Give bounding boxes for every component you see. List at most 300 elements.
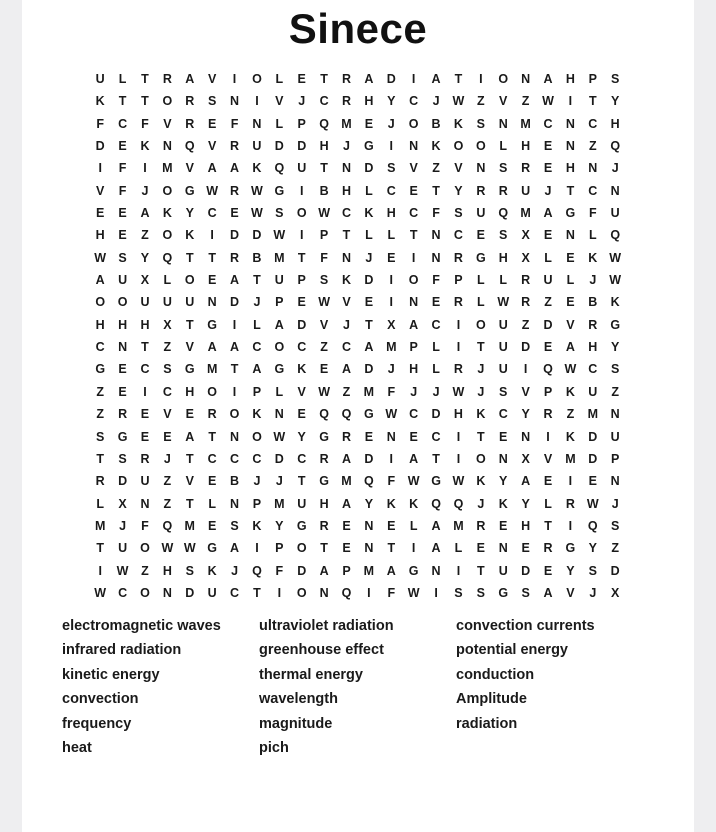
grid-letter: E [207,474,217,489]
grid-letter: E [543,161,553,176]
grid-letter: D [364,273,374,288]
grid-letter: W [183,541,196,556]
grid-letter: N [565,116,575,131]
grid-letter: A [230,273,240,288]
grid-letter: U [521,183,531,198]
grid-letter: Y [521,496,530,511]
grid-letter: R [341,94,351,109]
grid-letter: I [255,541,259,556]
grid-letter: F [320,250,328,265]
grid-letter: R [207,407,217,422]
grid-letter: Z [611,541,619,556]
grid-letter: E [364,116,374,131]
grid-letter: E [207,116,217,131]
grid-letter: L [477,273,485,288]
grid-letter: A [140,206,150,221]
word-list-item: convection [62,691,139,708]
grid-letter: A [230,161,240,176]
grid-letter: N [521,429,531,444]
grid-letter: F [387,384,396,399]
grid-letter: R [230,250,240,265]
grid-letter: R [319,451,329,466]
grid-letter: V [342,295,351,310]
grid-letter: W [452,94,465,109]
grid-letter: Z [432,161,440,176]
grid-letter: W [385,407,398,422]
grid-letter: C [409,407,419,422]
grid-letter: E [163,429,172,444]
word-list-item: kinetic energy [62,666,160,683]
grid-letter: W [116,563,129,578]
grid-letter: E [297,407,306,422]
grid-letter: R [453,362,463,377]
grid-letter: C [118,116,128,131]
word-list-item: Amplitude [456,691,527,708]
grid-letter: W [273,429,286,444]
grid-letter: L [365,228,373,243]
grid-letter: P [342,563,351,578]
grid-letter: R [588,317,598,332]
grid-letter: E [185,407,194,422]
grid-letter: U [118,541,128,556]
grid-letter: J [477,362,485,377]
grid-letter: G [364,139,374,154]
grid-letter: X [521,451,530,466]
grid-letter: A [207,161,217,176]
word-list-item: frequency [62,715,132,732]
grid-letter: K [476,474,486,489]
grid-letter: N [230,429,240,444]
grid-letter: T [342,228,351,243]
grid-letter: A [431,518,441,533]
grid-letter: W [407,474,420,489]
grid-letter: H [521,518,531,533]
word-list-item: magnitude [259,715,333,732]
grid-letter: Q [341,407,352,422]
grid-letter: C [588,183,598,198]
grid-letter: W [206,183,219,198]
grid-letter: K [565,429,575,444]
grid-letter: U [476,206,486,221]
grid-letter: H [341,183,351,198]
grid-letter: E [499,429,508,444]
grid-letter: I [411,541,416,556]
grid-letter: K [498,496,508,511]
grid-letter: M [162,161,173,176]
grid-letter: K [185,228,195,243]
grid-letter: D [297,563,307,578]
grid-letter: T [588,94,597,109]
grid-letter: M [341,474,352,489]
grid-letter: N [364,541,374,556]
grid-letter: A [521,474,531,489]
grid-letter: I [299,183,304,198]
grid-letter: W [94,585,107,600]
grid-letter: J [365,250,373,265]
grid-letter: J [343,139,350,154]
grid-letter: G [274,362,285,377]
grid-letter: E [588,474,597,489]
grid-letter: U [543,273,553,288]
grid-letter: N [140,496,150,511]
grid-letter: U [498,317,508,332]
grid-letter: E [342,541,351,556]
grid-letter: T [432,183,440,198]
grid-letter: C [230,585,240,600]
grid-letter: F [118,183,127,198]
grid-letter: N [565,228,575,243]
grid-letter: I [568,518,573,533]
grid-letter: L [544,250,552,265]
grid-letter: O [229,407,240,422]
grid-letter: K [588,250,598,265]
grid-letter: E [476,541,485,556]
grid-letter: E [521,541,530,556]
grid-letter: S [207,94,217,109]
grid-letter: A [386,563,396,578]
grid-letter: Q [274,161,285,176]
grid-letter: R [453,250,463,265]
grid-letter: G [319,474,329,489]
grid-letter: Y [275,518,284,533]
grid-letter: R [521,295,531,310]
grid-letter: T [208,429,216,444]
grid-letter: O [140,585,150,600]
grid-letter: I [389,451,394,466]
word-list-item: convection currents [456,618,595,634]
grid-letter: I [389,139,394,154]
grid-letter: K [610,295,620,310]
grid-letter: V [499,94,508,109]
grid-letter: Z [611,384,619,399]
grid-letter: M [184,518,195,533]
grid-letter: Q [610,228,621,243]
grid-letter: W [273,228,286,243]
grid-letter: J [141,183,149,198]
grid-letter: I [210,228,214,243]
grid-letter: M [341,116,352,131]
grid-letter: F [432,206,440,221]
grid-letter: E [543,228,553,243]
grid-letter: C [252,451,262,466]
grid-letter: Y [297,429,306,444]
grid-letter: N [476,161,486,176]
word-list-item: infrared radiation [62,642,182,659]
grid-letter: H [319,139,329,154]
grid-letter: I [456,429,461,444]
grid-letter: T [365,317,373,332]
grid-letter: A [274,317,284,332]
grid-letter: Y [454,183,463,198]
grid-letter: W [564,362,577,377]
grid-letter: E [566,250,575,265]
grid-letter: S [118,250,127,265]
grid-letter: N [431,228,441,243]
grid-letter: O [498,72,509,86]
grid-letter: B [588,295,598,310]
grid-letter: H [610,116,620,131]
grid-letter: U [95,72,105,86]
grid-letter: I [389,295,394,310]
grid-letter: P [252,496,262,511]
grid-letter: N [319,585,329,600]
grid-letter: E [118,206,127,221]
grid-letter: G [184,183,195,198]
grid-letter: D [95,139,105,154]
grid-letter: D [364,451,374,466]
grid-letter: A [341,496,351,511]
grid-letter: R [162,72,172,86]
grid-letter: O [274,340,285,355]
grid-letter: Q [364,474,374,489]
grid-letter: I [389,273,394,288]
grid-letter: A [341,362,351,377]
grid-letter: R [341,72,351,86]
grid-letter: B [431,116,441,131]
grid-letter: P [275,295,284,310]
grid-letter: M [363,384,375,399]
grid-letter: D [588,451,598,466]
word-list [62,614,636,760]
grid-letter: K [476,407,486,422]
grid-letter: A [409,317,419,332]
grid-letter: N [610,407,620,422]
grid-letter: P [588,72,597,86]
grid-letter: J [253,295,261,310]
grid-letter: C [230,451,240,466]
grid-letter: O [296,206,307,221]
grid-letter: C [498,407,508,422]
grid-letter: R [476,518,486,533]
grid-letter: R [118,407,128,422]
grid-letter: E [140,429,150,444]
grid-letter: I [98,161,102,176]
grid-letter: R [476,183,486,198]
grid-letter: S [454,206,463,221]
grid-letter: Q [319,407,329,422]
grid-letter: E [543,139,553,154]
grid-letter: I [232,384,237,399]
grid-letter: M [206,362,218,377]
grid-letter: I [411,250,416,265]
grid-letter: L [208,496,216,511]
grid-letter: P [297,273,306,288]
grid-letter: V [275,94,284,109]
grid-letter: G [408,563,419,578]
grid-letter: C [409,206,419,221]
grid-letter: S [185,563,194,578]
grid-letter: J [387,116,395,131]
grid-letter: F [141,518,149,533]
grid-letter: B [252,250,262,265]
grid-letter: J [253,474,261,489]
grid-letter: Q [587,518,598,533]
grid-letter: O [162,183,173,198]
grid-letter: V [319,317,329,332]
grid-letter: R [565,496,575,511]
grid-letter: T [185,250,194,265]
grid-letter: U [185,295,195,310]
grid-letter: W [452,384,465,399]
grid-letter: N [386,429,396,444]
word-list-item: ultraviolet radiation [259,618,394,634]
grid-letter: R [185,94,195,109]
grid-letter: E [499,518,508,533]
grid-letter: X [521,250,530,265]
grid-letter: J [119,518,127,533]
grid-letter: P [319,228,329,243]
grid-letter: J [589,273,597,288]
grid-letter: S [476,116,485,131]
grid-letter: Q [453,496,464,511]
grid-letter: H [588,340,598,355]
grid-letter: K [252,518,262,533]
grid-letter: I [98,563,102,578]
grid-letter: L [499,273,508,288]
grid-letter: O [475,317,486,332]
grid-letter: L [499,139,508,154]
grid-letter: Y [140,250,150,265]
grid-letter: C [297,340,307,355]
grid-letter: O [162,228,173,243]
grid-letter: T [297,250,306,265]
grid-letter: Z [588,139,597,154]
grid-letter: A [341,451,351,466]
grid-letter: J [432,94,440,109]
grid-letter: Z [521,94,530,109]
grid-letter: Z [96,407,105,422]
grid-letter: M [520,206,531,221]
grid-letter: S [476,585,485,600]
grid-letter: U [297,496,307,511]
grid-letter: L [432,340,440,355]
grid-letter: Q [498,206,509,221]
grid-letter: T [96,541,105,556]
grid-letter: L [275,384,284,399]
grid-letter: O [162,94,173,109]
grid-letter: L [566,273,575,288]
grid-letter: F [230,116,239,131]
grid-letter: W [407,585,420,600]
grid-letter: E [118,228,127,243]
grid-letter: L [275,72,284,86]
grid-letter: Q [184,139,195,154]
grid-letter: E [543,474,553,489]
grid-letter: L [163,273,172,288]
word-list-item: thermal energy [259,666,363,683]
grid-letter: W [609,250,622,265]
grid-letter: S [275,206,284,221]
grid-letter: F [387,474,396,489]
grid-letter: T [454,72,463,86]
grid-letter: I [456,451,461,466]
grid-letter: T [432,451,440,466]
grid-letter: U [610,429,620,444]
grid-letter: C [588,116,598,131]
grid-letter: D [364,362,374,377]
grid-letter: J [432,384,440,399]
grid-letter: V [543,451,553,466]
grid-letter: L [477,295,485,310]
grid-letter: X [118,496,127,511]
grid-letter: E [476,228,485,243]
grid-letter: S [230,518,239,533]
grid-letter: T [297,474,306,489]
grid-letter: H [319,496,329,511]
grid-letter: L [387,228,396,243]
grid-letter: K [162,206,172,221]
grid-letter: T [320,161,328,176]
grid-letter: W [318,384,330,399]
grid-letter: C [543,116,553,131]
grid-letter: R [521,161,531,176]
grid-letter: O [296,585,307,600]
grid-letter: O [296,541,307,556]
grid-letter: Z [141,563,149,578]
grid-letter: S [387,161,396,176]
grid-letter: E [319,362,329,377]
grid-letter: G [319,429,329,444]
grid-letter: G [364,407,374,422]
grid-letter: F [275,563,284,578]
grid-letter: K [252,407,262,422]
grid-letter: A [207,340,217,355]
worksheet-page [22,0,694,832]
grid-letter: Z [163,340,172,355]
grid-letter: V [185,474,194,489]
grid-letter: L [253,317,261,332]
grid-letter: E [140,407,150,422]
grid-letter: N [521,72,531,86]
grid-letter: M [587,407,598,422]
grid-letter: Z [566,407,575,422]
grid-letter: K [565,384,575,399]
grid-letter: T [141,94,149,109]
grid-letter: A [364,72,374,86]
grid-letter: U [118,273,128,288]
grid-letter: S [499,384,508,399]
grid-letter: G [184,362,195,377]
grid-letter: W [94,250,107,265]
grid-letter: H [364,94,374,109]
grid-letter: S [499,161,508,176]
grid-letter: D [230,295,240,310]
grid-letter: V [163,116,172,131]
grid-letter: V [409,161,418,176]
grid-letter: R [140,451,150,466]
grid-letter: C [431,317,441,332]
grid-letter: K [386,496,396,511]
grid-letter: T [477,429,485,444]
grid-letter: N [409,295,419,310]
grid-letter: G [475,250,486,265]
grid-letter: D [297,317,307,332]
grid-letter: G [565,541,576,556]
grid-letter: S [319,273,329,288]
grid-letter: N [610,474,620,489]
grid-letter: V [521,384,530,399]
grid-letter: Q [543,362,553,377]
grid-letter: E [543,563,553,578]
grid-letter: T [253,585,261,600]
grid-letter: E [118,139,127,154]
grid-letter: Q [162,518,173,533]
grid-letter: C [409,94,419,109]
grid-letter: G [296,518,307,533]
grid-letter: J [611,161,619,176]
grid-letter: D [297,139,307,154]
grid-letter: T [185,451,194,466]
